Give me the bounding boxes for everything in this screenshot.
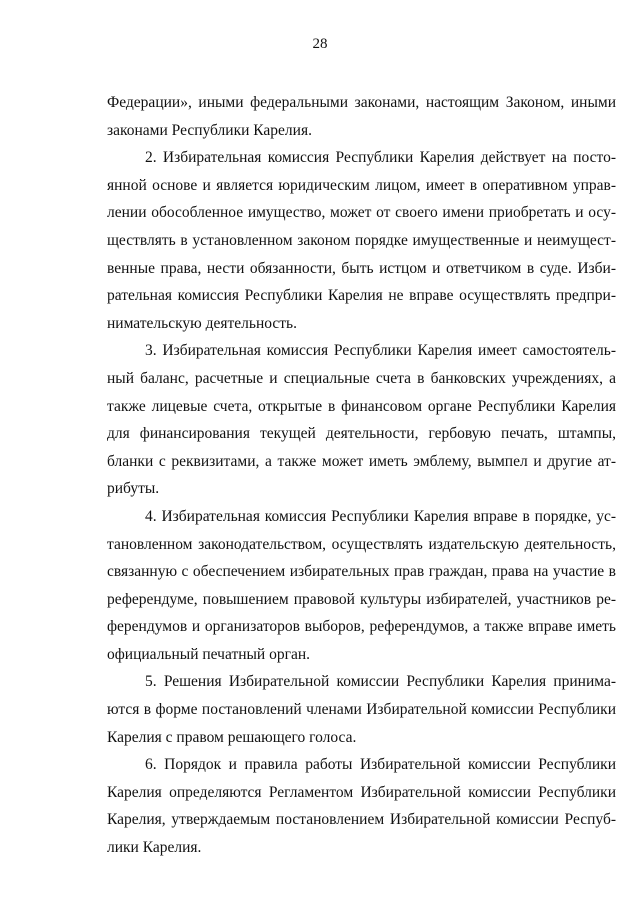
paragraph-item-3	[107, 337, 616, 503]
paragraph-line: Карелия определяются Регламентом Избирательной комиссии Республики	[107, 783, 616, 801]
paragraph-line: тановленном законодательством, осуществлять издательскую деятельность,	[107, 535, 616, 553]
paragraph-line: референдуме, повышением правовой культуры избирателей, участников ре-	[107, 590, 616, 608]
paragraph-line: для финансирования текущей деятельности, гербовую печать, штампы,	[107, 425, 616, 443]
paragraph-continuation	[107, 89, 616, 144]
paragraph-line: ществлять в установленном законом порядке имущественные и неимущест-	[107, 231, 616, 249]
paragraph-line: законами Республики Карелия.	[107, 121, 312, 139]
paragraph-line: рательная комиссия Республики Карелия не вправе осуществлять предпри-	[107, 287, 616, 305]
paragraph-line: связанную с обеспечением избирательных прав граждан, права на участие в	[107, 563, 616, 581]
paragraph-line: 5. Решения Избирательной комиссии Республики Карелия принима-	[145, 673, 616, 691]
paragraph-line: официальный печатный орган.	[107, 645, 310, 663]
paragraph-line: ются в форме постановлений членами Избирательной комиссии Республики	[107, 701, 616, 719]
paragraph-line: венные права, нести обязанности, быть истцом и ответчиком в суде. Изби-	[107, 259, 616, 277]
paragraph-item-2	[107, 144, 616, 337]
paragraph-item-6	[107, 751, 616, 861]
paragraph-line: 2. Избирательная комиссия Республики Карелия действует на посто-	[145, 149, 616, 167]
paragraph-line: лении обособленное имущество, может от своего имени приобретать и осу-	[107, 204, 616, 222]
paragraph-line: нимательскую деятельность.	[107, 314, 298, 332]
paragraph-line: ный баланс, расчетные и специальные счета в банковских учреждениях, а	[107, 369, 616, 387]
paragraph-item-5	[107, 668, 616, 751]
paragraph-line: также лицевые счета, открытые в финансовом органе Республики Карелия	[107, 397, 616, 415]
document-body	[107, 89, 616, 862]
paragraph-line: Карелия с правом решающего голоса.	[107, 728, 357, 746]
paragraph-line: янной основе и является юридическим лицом, имеет в оперативном управ-	[107, 176, 616, 194]
paragraph-line: Карелия, утверждаемым постановлением Избирательной комиссии Респуб-	[107, 811, 616, 829]
paragraph-line: 6. Порядок и правила работы Избирательной комиссии Республики	[145, 756, 616, 774]
paragraph-line: рибуты.	[107, 480, 160, 498]
paragraph-line: ферендумов и организаторов выборов, референдумов, а также вправе иметь	[107, 618, 616, 636]
paragraph-line: бланки с реквизитами, а также может иметь эмблему, вымпел и другие ат-	[107, 452, 616, 470]
page-number: 28	[312, 36, 328, 52]
paragraph-line: 4. Избирательная комиссия Республики Карелия вправе в порядке, ус-	[145, 507, 616, 525]
paragraph-item-4	[107, 503, 616, 669]
paragraph-line: Федерации», иными федеральными законами, настоящим Законом, иными	[107, 94, 616, 111]
paragraph-line: лики Карелия.	[107, 839, 202, 857]
paragraph-line: 3. Избирательная комиссия Республики Карелия имеет самостоятель-	[145, 342, 616, 360]
